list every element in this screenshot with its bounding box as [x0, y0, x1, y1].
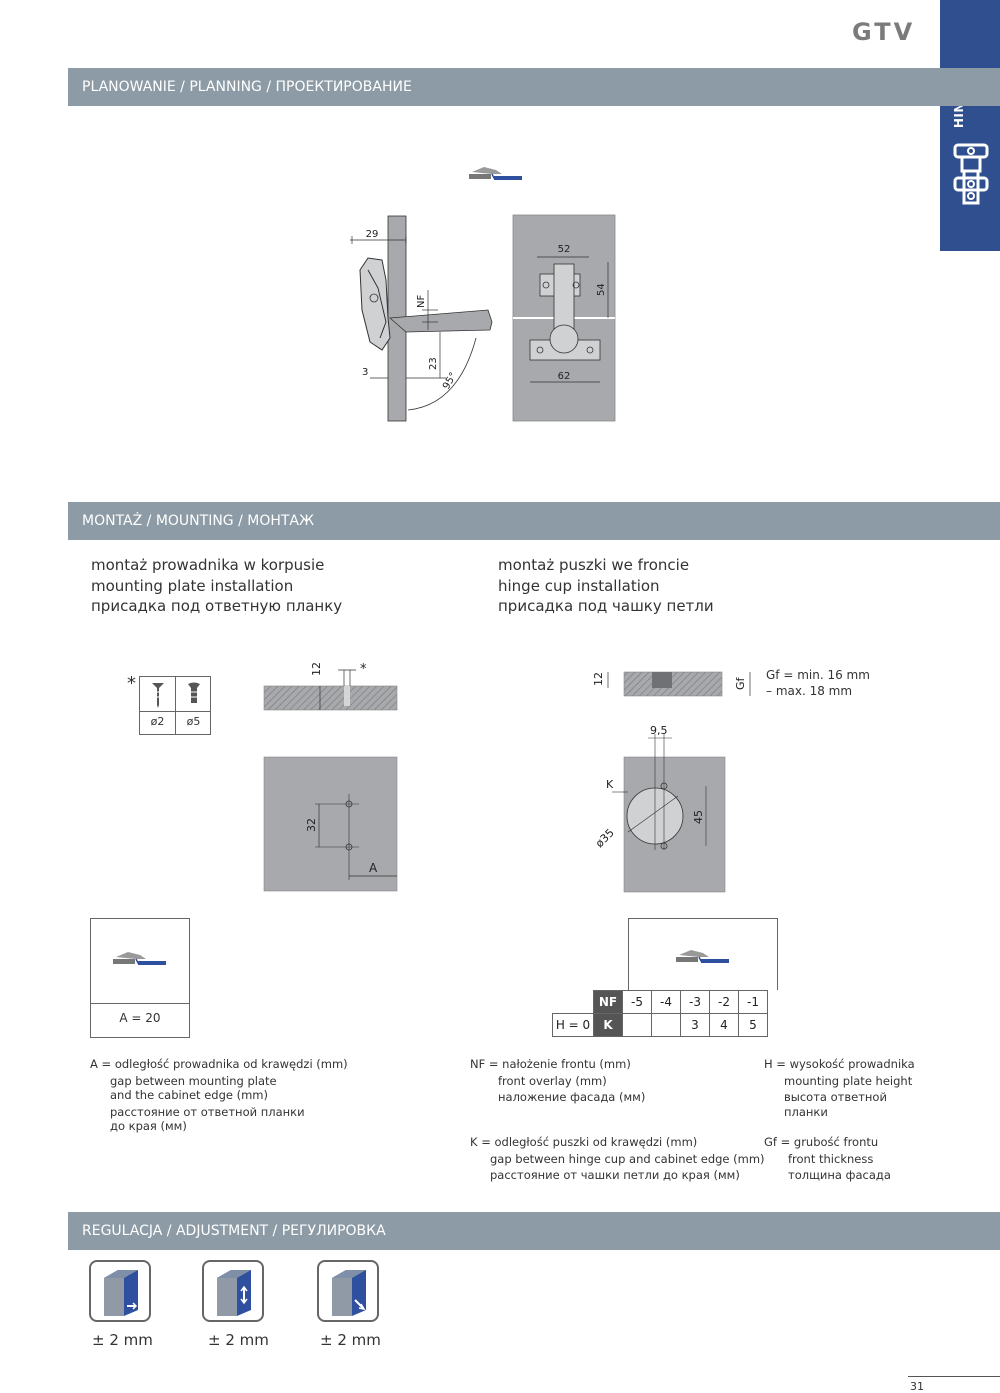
- k-value: [623, 1014, 652, 1037]
- legend-h-ru-1: высота ответной: [784, 1090, 887, 1104]
- legend-nf: [470, 1056, 645, 1106]
- legend-k-ru: расстояние от чашки петли до края (мм): [490, 1168, 740, 1182]
- legend-a-ru-2: до края (мм): [110, 1119, 187, 1133]
- plate-dim-a: A: [369, 861, 378, 875]
- cup-dim-k: K: [606, 778, 614, 791]
- a-value-box: [90, 918, 190, 1038]
- gf-note-min: Gf = min. 16 mm: [766, 668, 870, 682]
- plate-dim-32: 32: [305, 818, 318, 832]
- hinge-cup-title-pl: montaż puszki we froncie: [498, 556, 690, 574]
- overlay-symbol-icon: [468, 164, 526, 182]
- nf-table-header: [628, 918, 778, 990]
- cup-front-diagram: [592, 720, 728, 895]
- mounting-plate-title-pl: montaż prowadnika w korpusie: [91, 556, 325, 574]
- dim-nf: NF: [416, 294, 427, 308]
- table-empty: [553, 991, 594, 1014]
- dim-angle: 95°: [441, 370, 460, 392]
- section-bar-planning: PLANOWANIE / PLANNING / ПРОЕКТИРОВАНИЕ: [68, 68, 1000, 106]
- nf-value: -4: [652, 991, 681, 1014]
- legend-nf-pl: NF = nałożenie frontu (mm): [470, 1057, 631, 1071]
- h-label: H = 0: [553, 1014, 594, 1037]
- cup-section-diagram: [590, 660, 760, 704]
- screw-label-2: ø2: [150, 715, 165, 728]
- screw-wood-icon: [150, 681, 166, 709]
- k-value: [652, 1014, 681, 1037]
- legend-h: [764, 1056, 915, 1120]
- a-value: A = 20: [119, 1011, 161, 1025]
- cup-dim-35: ø35: [592, 826, 617, 851]
- cup-dim-12: 12: [592, 672, 605, 686]
- planning-side-diagram: [330, 210, 500, 425]
- plate-front-diagram: [263, 756, 399, 893]
- legend-k-en: gap between hinge cup and cabinet edge (mm): [490, 1151, 765, 1166]
- cup-dim-gf: Gf: [734, 677, 747, 690]
- legend-a-ru-1: расстояние от ответной планки: [110, 1104, 305, 1119]
- plate-section-diagram: [258, 656, 403, 716]
- nf-value: -1: [739, 991, 768, 1014]
- plate-dim-12: 12: [310, 662, 323, 676]
- mounting-plate-title-en: mounting plate installation: [91, 576, 294, 595]
- dim-23: 23: [428, 357, 439, 370]
- adjust-height-value: ± 2 mm: [208, 1331, 269, 1349]
- page-number: 31: [910, 1380, 924, 1393]
- nf-value: -5: [623, 991, 652, 1014]
- brand-logo: GTV: [852, 18, 916, 46]
- hinge-cup-title-en: hinge cup installation: [498, 576, 660, 595]
- legend-a-en-1: gap between mounting plate: [110, 1073, 277, 1088]
- dim-3: 3: [362, 367, 369, 378]
- legend-k-pl: K = odległość puszki od krawędzi (mm): [470, 1135, 698, 1149]
- footer-rule: [908, 1376, 1000, 1377]
- adjust-depth-value: ± 2 mm: [92, 1331, 153, 1349]
- nf-k-table: [552, 990, 768, 1037]
- hinge-cup-title-ru: присадка под чашку петли: [498, 597, 714, 615]
- side-tab: [940, 0, 1000, 251]
- plate-dim-star: *: [360, 662, 367, 677]
- gf-note: [766, 667, 870, 699]
- planning-front-diagram: [512, 214, 618, 422]
- adjust-depth-box: [89, 1260, 151, 1322]
- legend-gf-pl: Gf = grubość frontu: [764, 1135, 879, 1149]
- overlay-symbol-icon: [675, 947, 733, 965]
- dim-29: 29: [365, 229, 379, 240]
- k-label: K: [594, 1014, 623, 1037]
- legend-nf-en: front overlay (mm): [498, 1073, 607, 1088]
- screw-label-5: ø5: [186, 715, 201, 728]
- height-adjust-icon: [213, 1266, 255, 1318]
- legend-gf-en: front thickness: [788, 1151, 874, 1166]
- hinge-cup-title: [498, 555, 714, 617]
- screw-table: [139, 676, 211, 735]
- adjust-side-box: [317, 1260, 379, 1322]
- section-bar-mounting: MONTAŻ / MOUNTING / МОНТАЖ: [68, 502, 1000, 540]
- legend-gf: [764, 1134, 891, 1184]
- legend-a-pl: A = odległość prowadnika od krawędzi (mm): [90, 1057, 348, 1071]
- hinge-icon: [952, 142, 990, 206]
- dim-52: 52: [557, 244, 571, 255]
- k-row: [553, 1014, 768, 1037]
- screw-euro-icon: [186, 681, 202, 709]
- adjust-side-value: ± 2 mm: [320, 1331, 381, 1349]
- legend-h-en: mounting plate height: [784, 1073, 913, 1088]
- overlay-symbol-icon: [112, 949, 170, 967]
- nf-label: NF: [594, 991, 623, 1014]
- legend-k: [470, 1134, 765, 1184]
- legend-a: [90, 1056, 348, 1135]
- cup-dim-45: 45: [692, 810, 705, 824]
- section-bar-adjustment: REGULACJA / ADJUSTMENT / РЕГУЛИРОВКА: [68, 1212, 1000, 1250]
- mounting-plate-title-ru: присадка под ответную планку: [91, 597, 343, 615]
- screw-star: *: [127, 673, 136, 694]
- mounting-plate-title: [91, 555, 342, 617]
- nf-value: -2: [710, 991, 739, 1014]
- gf-note-max: – max. 18 mm: [766, 684, 853, 698]
- nf-row: [553, 991, 768, 1014]
- k-value: 4: [710, 1014, 739, 1037]
- cup-dim-9-5: 9,5: [650, 724, 668, 737]
- k-value: 3: [681, 1014, 710, 1037]
- adjust-height-box: [202, 1260, 264, 1322]
- nf-value: -3: [681, 991, 710, 1014]
- depth-adjust-icon: [100, 1266, 142, 1318]
- legend-nf-ru: наложение фасада (мм): [498, 1090, 646, 1104]
- dim-62: 62: [557, 371, 571, 382]
- legend-h-ru-2: планки: [784, 1104, 828, 1119]
- k-value: 5: [739, 1014, 768, 1037]
- legend-gf-ru: толщина фасада: [788, 1168, 891, 1182]
- dim-54: 54: [596, 283, 607, 296]
- legend-h-pl: H = wysokość prowadnika: [764, 1057, 915, 1071]
- legend-a-en-2: and the cabinet edge (mm): [110, 1088, 268, 1102]
- side-adjust-icon: [328, 1266, 370, 1318]
